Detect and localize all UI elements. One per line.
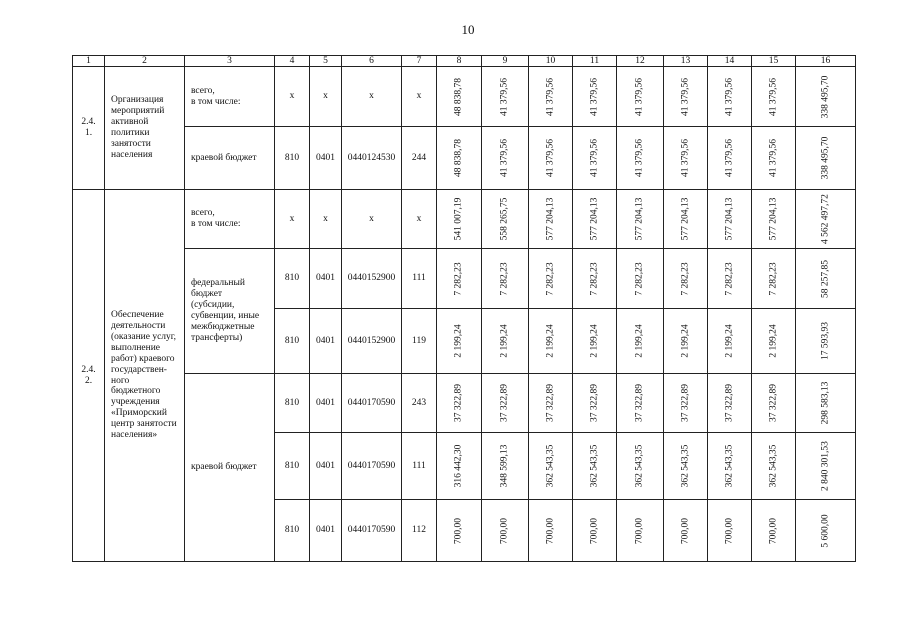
value-text: 41 379,56 — [680, 139, 691, 177]
value-cell — [617, 190, 664, 249]
column-header: 1 — [73, 56, 105, 67]
code-cell: x — [342, 67, 402, 127]
value-text: 41 379,56 — [499, 139, 510, 177]
value-cell — [482, 309, 529, 374]
value-text: 2 199,24 — [499, 324, 510, 358]
value-text: 558 265,75 — [499, 197, 510, 241]
code-cell: 111 — [402, 249, 437, 309]
funding-source: краевой бюджет — [185, 127, 275, 190]
table-row — [73, 67, 856, 127]
value-text: 41 379,56 — [634, 139, 645, 177]
value-text: 7 282,23 — [724, 261, 735, 296]
value-text: 37 322,89 — [724, 384, 735, 422]
value-cell — [529, 67, 573, 127]
code-cell: 243 — [402, 374, 437, 433]
value-text: 298 583,13 — [820, 381, 831, 425]
header-row — [73, 56, 856, 67]
value-cell — [617, 67, 664, 127]
code-cell: 810 — [275, 309, 310, 374]
value-cell — [752, 433, 796, 500]
value-text: 41 379,56 — [634, 77, 645, 116]
value-text: 41 379,56 — [499, 77, 510, 116]
code-cell: 0401 — [310, 500, 342, 562]
value-text: 41 379,56 — [589, 77, 600, 116]
value-cell — [482, 67, 529, 127]
value-text: 41 379,56 — [545, 77, 556, 116]
column-header: 16 — [796, 56, 856, 67]
value-text: 41 379,56 — [680, 77, 691, 116]
value-text: 362 543,35 — [680, 444, 691, 488]
value-text: 41 379,56 — [768, 139, 779, 177]
value-text: 338 495,70 — [820, 136, 831, 180]
column-header: 7 — [402, 56, 437, 67]
code-cell: x — [402, 190, 437, 249]
column-header: 9 — [482, 56, 529, 67]
code-cell: 112 — [402, 500, 437, 562]
value-text: 577 204,13 — [680, 197, 691, 241]
value-cell — [529, 500, 573, 562]
value-text: 41 379,56 — [545, 139, 556, 177]
value-text: 37 322,89 — [680, 384, 691, 422]
value-cell — [482, 500, 529, 562]
code-cell: 810 — [275, 127, 310, 190]
value-cell — [573, 309, 617, 374]
value-cell — [529, 249, 573, 309]
code-cell: 244 — [402, 127, 437, 190]
column-header: 13 — [664, 56, 708, 67]
table-row — [73, 374, 856, 433]
value-cell — [752, 67, 796, 127]
column-header: 5 — [310, 56, 342, 67]
column-header: 11 — [573, 56, 617, 67]
value-cell — [573, 67, 617, 127]
value-cell — [573, 433, 617, 500]
value-cell — [752, 249, 796, 309]
value-cell — [664, 190, 708, 249]
value-cell — [437, 500, 482, 562]
value-text: 700,00 — [589, 517, 600, 544]
value-cell — [796, 67, 856, 127]
value-text: 37 322,89 — [453, 384, 464, 422]
value-cell — [708, 500, 752, 562]
value-cell — [573, 190, 617, 249]
code-cell: x — [310, 67, 342, 127]
code-cell: x — [310, 190, 342, 249]
value-cell — [752, 127, 796, 190]
column-header: 2 — [105, 56, 185, 67]
value-text: 48 838,78 — [453, 77, 464, 116]
column-header: 15 — [752, 56, 796, 67]
value-text: 41 379,56 — [768, 77, 779, 116]
value-text: 41 379,56 — [589, 139, 600, 177]
code-cell: 111 — [402, 433, 437, 500]
value-text: 577 204,13 — [545, 197, 556, 241]
value-cell — [617, 374, 664, 433]
value-cell — [482, 127, 529, 190]
row-name: Обеспечение деятельности (оказание услуг, выполнение работ) краевого государствен- ного бюджетного учреждения «Приморский центр занятости населения» — [105, 190, 185, 562]
code-cell: 810 — [275, 500, 310, 562]
value-text: 7 282,23 — [634, 261, 645, 296]
value-cell — [752, 309, 796, 374]
value-cell — [617, 433, 664, 500]
value-text: 362 543,35 — [545, 444, 556, 488]
value-text: 577 204,13 — [724, 197, 735, 241]
value-cell — [708, 249, 752, 309]
value-cell — [529, 127, 573, 190]
value-text: 17 593,93 — [820, 322, 831, 360]
code-cell: 0401 — [310, 127, 342, 190]
value-cell — [752, 374, 796, 433]
code-cell: 0401 — [310, 249, 342, 309]
code-cell: 0401 — [310, 433, 342, 500]
value-text: 2 199,24 — [453, 324, 464, 358]
value-cell — [617, 127, 664, 190]
value-text: 2 199,24 — [589, 324, 600, 358]
value-text: 700,00 — [545, 517, 556, 544]
code-cell: x — [275, 67, 310, 127]
code-cell: 119 — [402, 309, 437, 374]
column-header: 10 — [529, 56, 573, 67]
value-text: 37 322,89 — [768, 384, 779, 422]
value-cell — [437, 433, 482, 500]
column-header: 8 — [437, 56, 482, 67]
value-cell — [752, 190, 796, 249]
budget-table — [72, 55, 856, 562]
value-cell — [664, 433, 708, 500]
value-text: 2 199,24 — [724, 324, 735, 358]
table-row — [73, 249, 856, 309]
funding-source: всего, в том числе: — [185, 190, 275, 249]
value-text: 362 543,35 — [634, 444, 645, 488]
value-cell — [573, 249, 617, 309]
table-row — [73, 190, 856, 249]
value-cell — [664, 67, 708, 127]
code-cell: 0401 — [310, 374, 342, 433]
value-text: 577 204,13 — [589, 197, 600, 241]
funding-source: всего, в том числе: — [185, 67, 275, 127]
value-cell — [617, 249, 664, 309]
value-cell — [708, 433, 752, 500]
value-cell — [482, 190, 529, 249]
value-text: 316 442,30 — [453, 444, 464, 488]
value-text: 700,00 — [680, 517, 691, 544]
value-text: 2 199,24 — [545, 324, 556, 358]
code-cell: x — [275, 190, 310, 249]
value-cell — [664, 374, 708, 433]
value-text: 7 282,23 — [453, 261, 464, 296]
value-text: 362 543,35 — [589, 444, 600, 488]
value-text: 700,00 — [634, 517, 645, 544]
value-cell — [708, 127, 752, 190]
value-cell — [708, 190, 752, 249]
value-cell — [796, 127, 856, 190]
value-cell — [437, 67, 482, 127]
value-cell — [437, 127, 482, 190]
value-text: 362 543,35 — [724, 444, 735, 488]
value-text: 2 199,24 — [768, 324, 779, 358]
value-text: 541 007,19 — [453, 197, 464, 241]
value-cell — [482, 374, 529, 433]
value-text: 338 495,70 — [820, 75, 831, 118]
value-cell — [796, 190, 856, 249]
value-cell — [482, 433, 529, 500]
value-text: 577 204,13 — [634, 197, 645, 241]
value-text: 48 838,78 — [453, 139, 464, 177]
value-text: 2 840 301,53 — [820, 441, 831, 491]
value-text: 37 322,89 — [545, 384, 556, 422]
value-cell — [796, 500, 856, 562]
value-text: 2 199,24 — [634, 324, 645, 358]
value-cell — [708, 67, 752, 127]
value-cell — [664, 500, 708, 562]
value-cell — [573, 374, 617, 433]
code-cell: 810 — [275, 433, 310, 500]
value-text: 7 282,23 — [589, 261, 600, 296]
code-cell: 0440124530 — [342, 127, 402, 190]
funding-source: краевой бюджет — [185, 374, 275, 562]
code-cell: 0440170590 — [342, 500, 402, 562]
value-cell — [664, 249, 708, 309]
code-cell: 0401 — [310, 309, 342, 374]
funding-source: федеральный бюджет (субсидии, субвенции, иные межбюджетные трансферты) — [185, 249, 275, 374]
value-cell — [573, 500, 617, 562]
code-cell: 810 — [275, 374, 310, 433]
column-header: 12 — [617, 56, 664, 67]
column-header: 4 — [275, 56, 310, 67]
value-text: 37 322,89 — [499, 384, 510, 422]
value-cell — [796, 433, 856, 500]
code-cell: 810 — [275, 249, 310, 309]
value-text: 577 204,13 — [768, 197, 779, 241]
value-text: 41 379,56 — [724, 77, 735, 116]
column-header: 6 — [342, 56, 402, 67]
value-cell — [664, 127, 708, 190]
table-row — [73, 127, 856, 190]
code-cell: 0440170590 — [342, 374, 402, 433]
value-text: 7 282,23 — [768, 261, 779, 296]
value-cell — [796, 309, 856, 374]
value-text: 7 282,23 — [680, 261, 691, 296]
value-cell — [708, 374, 752, 433]
value-cell — [482, 249, 529, 309]
row-number: 2.4. 1. — [73, 67, 105, 190]
value-cell — [529, 433, 573, 500]
value-cell — [796, 249, 856, 309]
value-cell — [437, 190, 482, 249]
code-cell: 0440152900 — [342, 249, 402, 309]
value-text: 700,00 — [768, 517, 779, 544]
value-text: 348 599,13 — [499, 444, 510, 488]
value-cell — [617, 500, 664, 562]
value-cell — [708, 309, 752, 374]
value-text: 4 562 497,72 — [820, 194, 831, 244]
value-cell — [752, 500, 796, 562]
value-text: 5 600,00 — [820, 513, 831, 548]
value-text: 37 322,89 — [634, 384, 645, 422]
value-cell — [437, 374, 482, 433]
value-text: 362 543,35 — [768, 444, 779, 488]
value-cell — [664, 309, 708, 374]
code-cell: x — [342, 190, 402, 249]
value-text: 7 282,23 — [499, 261, 510, 296]
column-header: 3 — [185, 56, 275, 67]
value-cell — [529, 374, 573, 433]
value-text: 37 322,89 — [589, 384, 600, 422]
value-text: 2 199,24 — [680, 324, 691, 358]
column-header: 14 — [708, 56, 752, 67]
value-cell — [437, 249, 482, 309]
value-text: 7 282,23 — [545, 261, 556, 296]
code-cell: x — [402, 67, 437, 127]
code-cell: 0440170590 — [342, 433, 402, 500]
code-cell: 0440152900 — [342, 309, 402, 374]
value-cell — [437, 309, 482, 374]
value-cell — [529, 309, 573, 374]
value-text: 41 379,56 — [724, 139, 735, 177]
value-cell — [529, 190, 573, 249]
value-text: 700,00 — [724, 517, 735, 544]
page-number: 10 — [461, 22, 475, 37]
value-text: 700,00 — [499, 517, 510, 544]
value-text: 58 257,85 — [820, 259, 831, 298]
value-cell — [617, 309, 664, 374]
row-number: 2.4. 2. — [73, 190, 105, 562]
row-name: Организация мероприятий активной политики занятости населения — [105, 67, 185, 190]
value-cell — [573, 127, 617, 190]
value-text: 700,00 — [453, 517, 464, 544]
value-cell — [796, 374, 856, 433]
